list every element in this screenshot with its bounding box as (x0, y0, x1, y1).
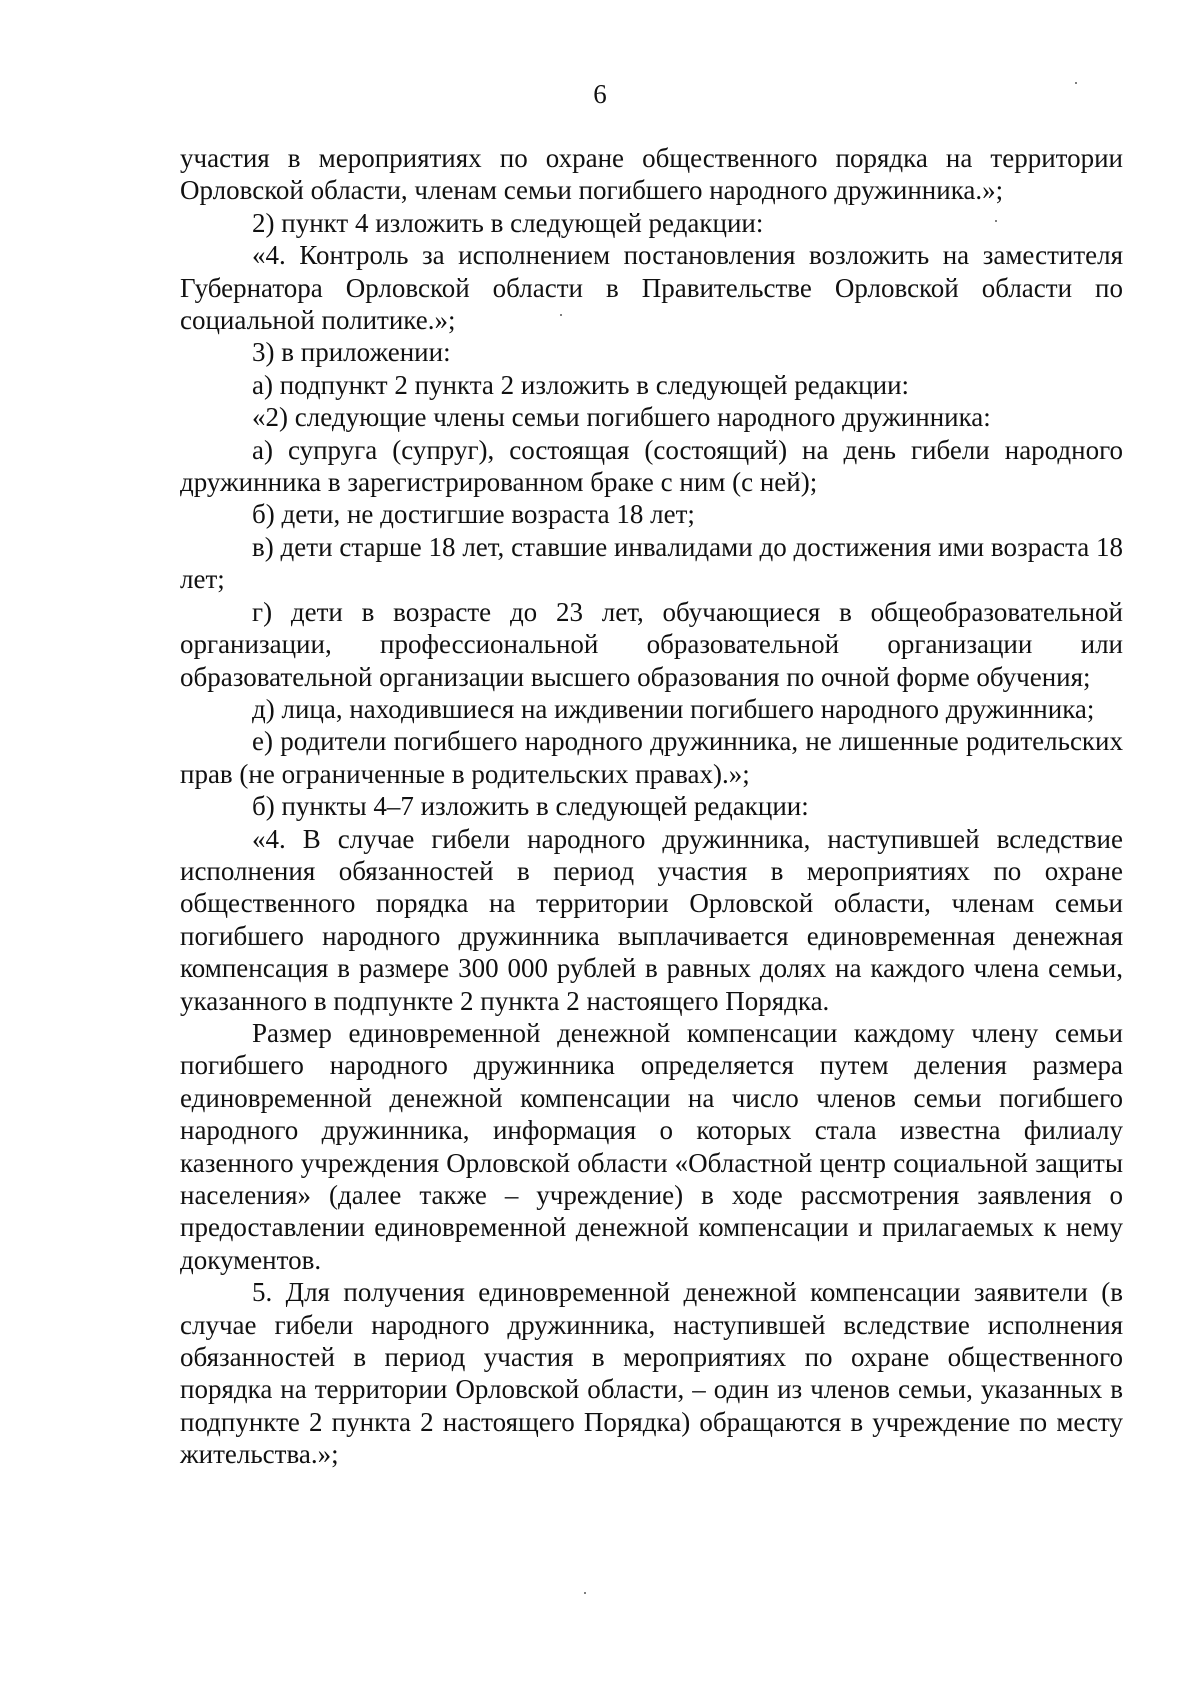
scan-speck (584, 1592, 586, 1594)
paragraph: а) супруга (супруг), состоящая (состоящий) на день гибели народного дружинника в зарегистрированном браке с ним (с ней); (180, 434, 1123, 498)
paragraph: 3) в приложении: (252, 337, 451, 368)
scan-speck (995, 220, 997, 222)
document-body (180, 142, 1123, 1471)
paragraph: 2) пункт 4 изложить в следующей редакции: (252, 207, 764, 238)
paragraph: участия в мероприятиях по охране общественного порядка на территории Орловской области, членам семьи погибшего народного дружинника.»; (180, 143, 1123, 206)
paragraph: е) родители погибшего народного дружинника, не лишенные родительских прав (не ограниченные в родительских правах).»; (180, 726, 1123, 789)
paragraph: «4. Контроль за исполнением постановления возложить на заместителя Губернатора Орловской области в Правительстве Орловской области по социальной политике.»; (180, 240, 1123, 336)
paragraph: «2) следующие члены семьи погибшего народного дружинника: (252, 402, 991, 433)
scan-speck (1075, 82, 1077, 84)
paragraph: б) пункты 4–7 изложить в следующей редакции: (252, 791, 809, 822)
scan-speck (560, 314, 562, 316)
paragraph: «4. В случае гибели народного дружинника, наступившей вследствие исполнения обязанностей в период участия в мероприятиях по охране общественного порядка на территории Орловской области, членам семьи погибшего народного дружинника выплачивается единовременная денежная компенсация в размере 300 000 рублей в равных долях на каждого члена семьи, указанного в подпункте 2 пункта 2 настоящего Порядка. (180, 823, 1123, 1016)
paragraph: Размер единовременной денежной компенсации каждому члену семьи погибшего народного дружинника определяется путем деления размера единовременной денежной компенсации на число членов семьи погибшего народного дружинника, информация о которых стала известна филиалу казенного учреждения Орловской области «Областной центр социальной защиты населения» (далее также – учреждение) в ходе рассмотрения заявления о предоставлении единовременной денежной компенсации и прилагаемых к нему документов. (180, 1017, 1123, 1275)
paragraph: д) лица, находившиеся на иждивении погибшего народного дружинника; (252, 693, 1095, 724)
paragraph: 5. Для получения единовременной денежной компенсации заявители (в случае гибели народного дружинника, наступившей вследствие исполнения обязанностей в период участия в мероприятиях по охране общественного порядка на территории Орловской области, – один из членов семьи, указанных в подпункте 2 пункта 2 настоящего Порядка) обращаются в учреждение по месту жительства.»; (180, 1277, 1123, 1470)
paragraph: б) дети, не достигшие возраста 18 лет; (252, 499, 695, 530)
paragraph: в) дети старше 18 лет, ставшие инвалидами до достижения ими возраста 18 лет; (180, 531, 1123, 595)
page-number: 6 (593, 79, 607, 109)
paragraph: г) дети в возрасте до 23 лет, обучающиеся в общеобразовательной организации, профессиональной образовательной организации или образовательной организации высшего образования по очной форме обучения; (180, 596, 1123, 692)
paragraph: а) подпункт 2 пункта 2 изложить в следующей редакции: (252, 369, 910, 400)
